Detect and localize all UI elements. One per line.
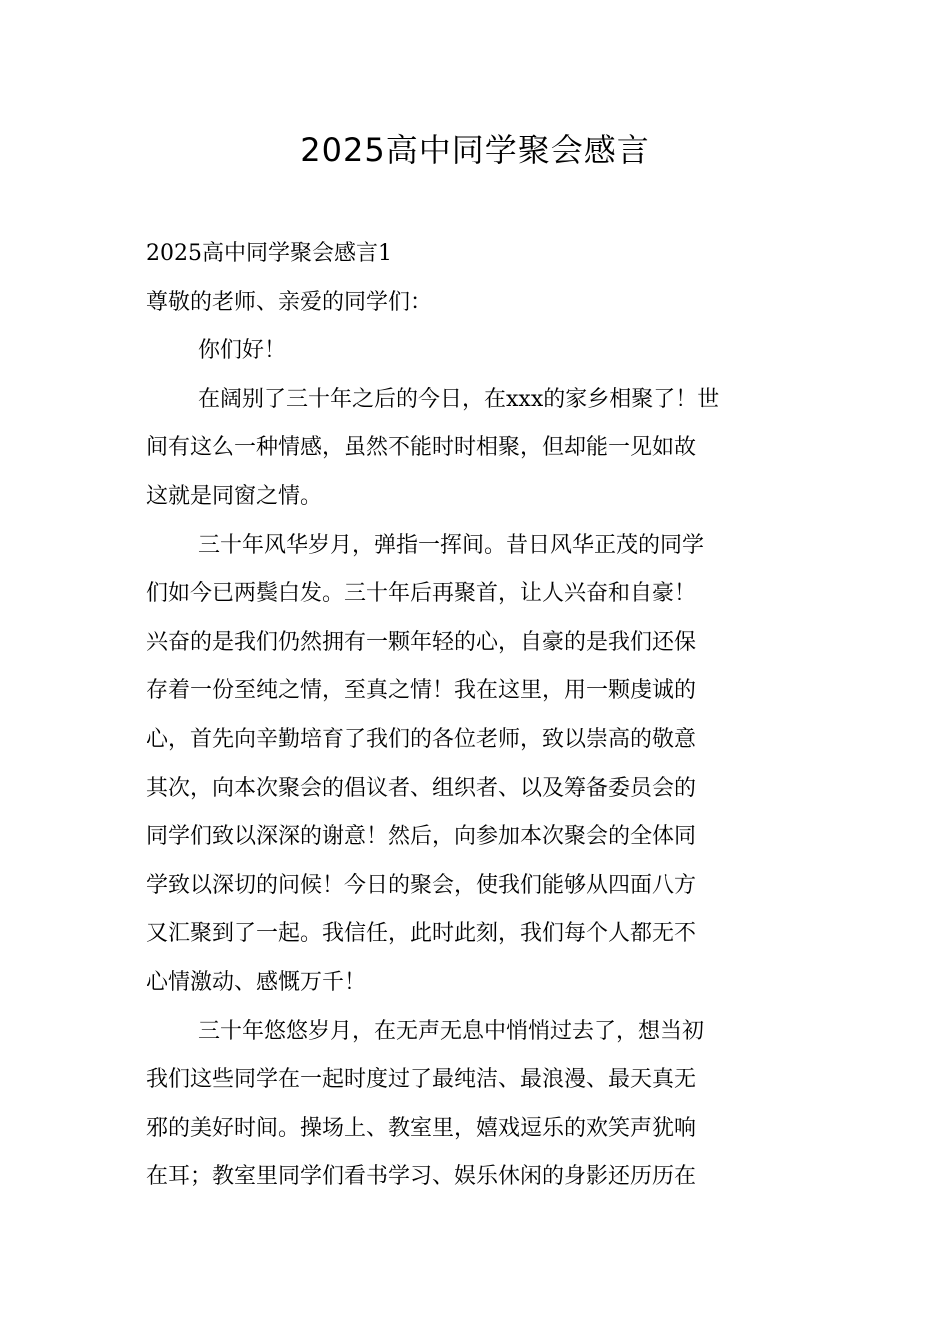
paragraph-2-line: 们如今已两鬓白发。三十年后再聚首，让人兴奋和自豪！ [146,581,697,607]
paragraph-2-line: 同学们致以深深的谢意！然后，向参加本次聚会的全体同 [146,824,697,850]
paragraph-2-line: 心情激动、感慨万千！ [146,969,367,995]
paragraph-2-line: 存着一份至纯之情，至真之情！我在这里，用一颗虔诚的 [146,678,697,704]
paragraph-2-line: 其次，向本次聚会的倡议者、组织者、以及筹备委员会的 [146,775,697,801]
paragraph-1-line: 这就是同窗之情。 [146,483,323,509]
paragraph-2-line: 心，首先向辛勤培育了我们的各位老师，致以崇高的敬意 [146,726,697,752]
paragraph-1-line: 间有这么一种情感，虽然不能时时相聚，但却能一见如故 [146,435,697,461]
paragraph-2-line: 又汇聚到了一起。我信任，此时此刻，我们每个人都无不 [146,921,697,947]
greeting: 你们好！ [198,338,287,364]
paragraph-2-line: 兴奋的是我们仍然拥有一颗年轻的心，自豪的是我们还保 [146,629,697,655]
paragraph-3-line: 在耳；教室里同学们看书学习、娱乐休闲的身影还历历在 [146,1164,697,1190]
paragraph-2-line: 三十年风华岁月，弹指一挥间。昔日风华正茂的同学 [198,532,705,558]
paragraph-2-line: 学致以深切的问候！今日的聚会，使我们能够从四面八方 [146,872,697,898]
document-body [146,230,806,1202]
salutation: 尊敬的老师、亲爱的同学们： [146,289,433,315]
section-heading: 2025高中同学聚会感言1 [146,241,392,266]
document-title: 2025高中同学聚会感言 [300,131,650,169]
paragraph-3-line: 我们这些同学在一起时度过了最纯洁、最浪漫、最天真无 [146,1067,697,1093]
paragraph-3-line: 三十年悠悠岁月，在无声无息中悄悄过去了，想当初 [198,1018,705,1044]
paragraph-1-line: 在阔别了三十年之后的今日，在xxx的家乡相聚了！世 [198,386,720,412]
paragraph-3-line: 邪的美好时间。操场上、教室里，嬉戏逗乐的欢笑声犹响 [146,1115,697,1141]
